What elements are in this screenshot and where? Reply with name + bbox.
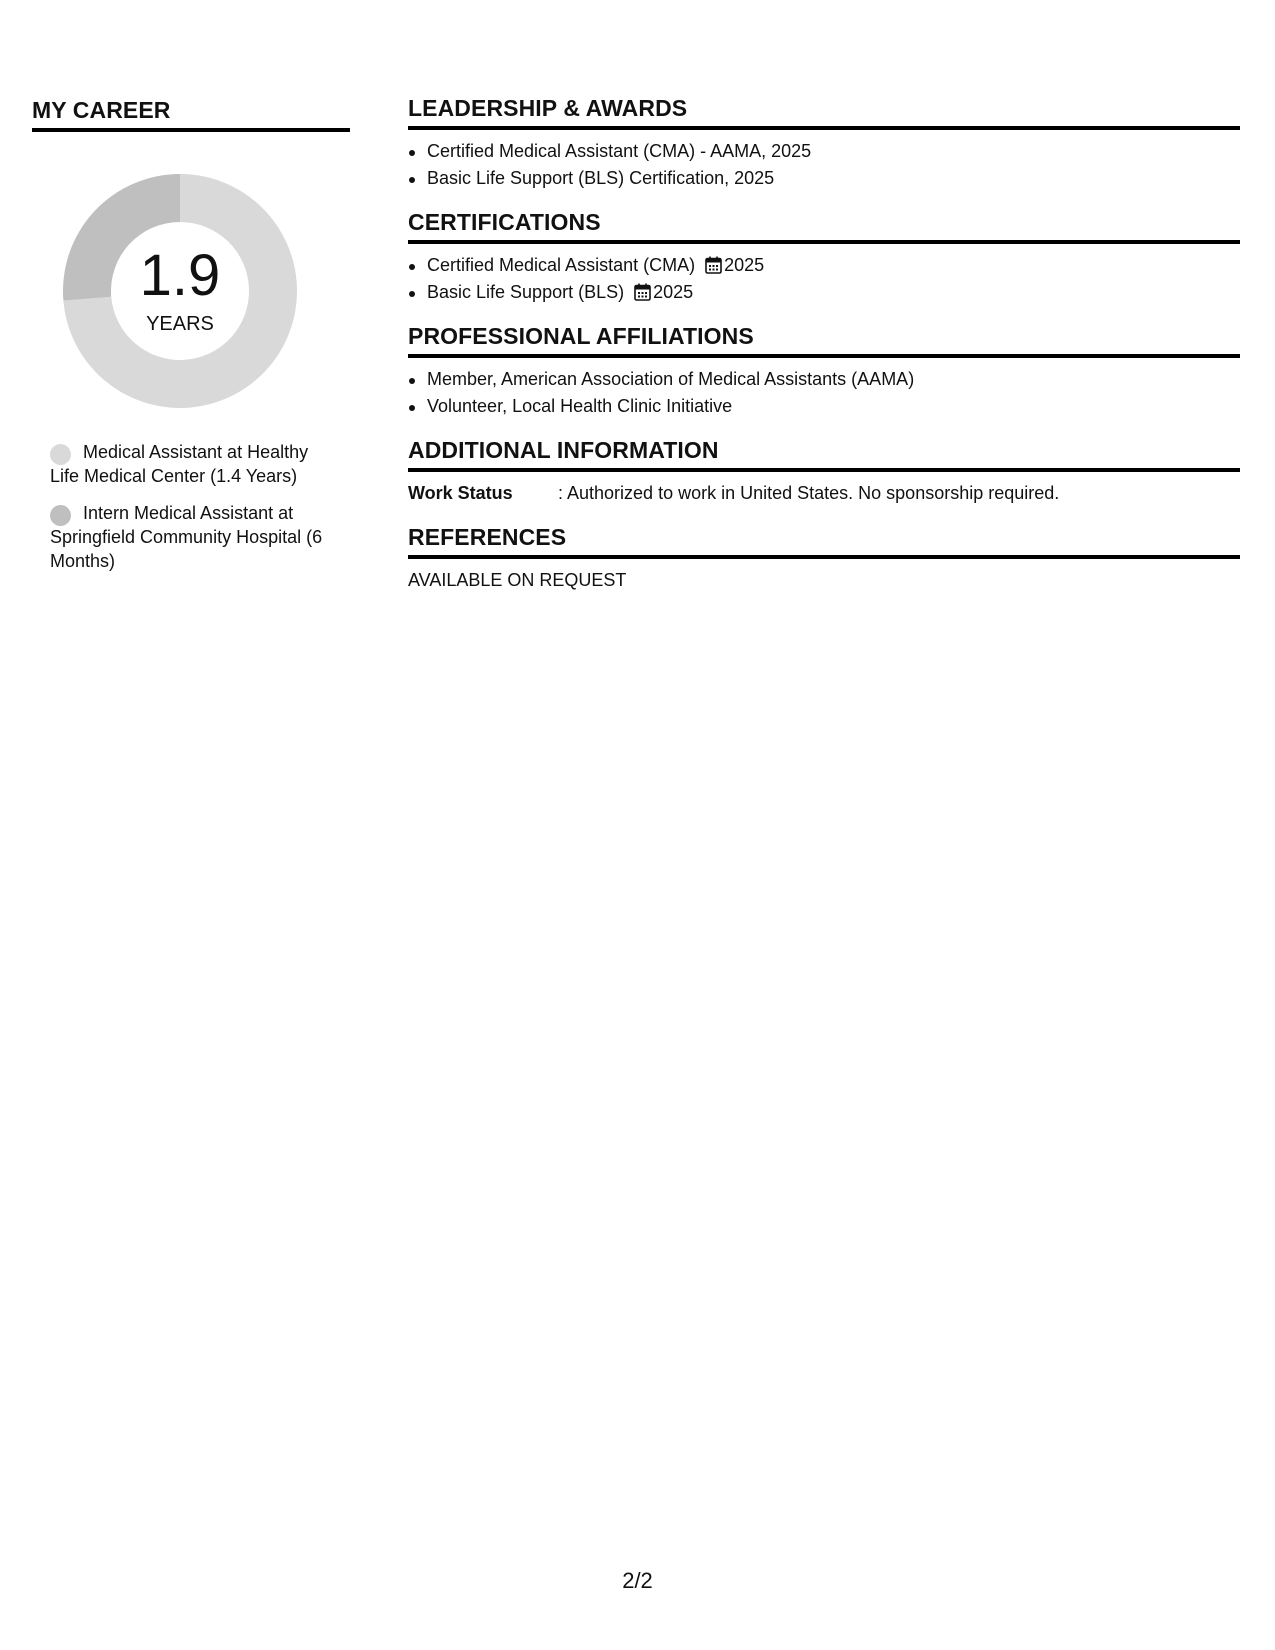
work-status-key: Work Status (408, 483, 513, 503)
total-years-unit: YEARS (146, 313, 214, 335)
legend-label: Intern Medical Assistant at Springfield Community Hospital (6 Months) (50, 503, 323, 571)
legend-swatch (50, 505, 71, 526)
legend-label: Medical Assistant at Healthy Life Medical Center (1.4 Years) (50, 442, 309, 486)
list-item: Volunteer, Local Health Clinic Initiative (408, 393, 1240, 420)
references-text: AVAILABLE ON REQUEST (408, 570, 627, 590)
list-item (408, 252, 1240, 279)
career-heading: MY CAREER (32, 96, 350, 132)
details-column (408, 94, 1240, 610)
affiliations-list (408, 366, 1240, 420)
calendar-icon (705, 256, 722, 274)
career-donut-chart (55, 166, 305, 416)
list-item: Certified Medical Assistant (CMA) - AAMA, 2025 (408, 138, 1240, 165)
additional-info-heading: ADDITIONAL INFORMATION (408, 436, 1240, 472)
career-column (32, 96, 350, 586)
certification-name: Basic Life Support (BLS) (427, 282, 625, 302)
certification-name: Certified Medical Assistant (CMA) (427, 255, 696, 275)
legend-item (50, 501, 340, 573)
certifications-section (408, 208, 1240, 306)
references-heading: REFERENCES (408, 523, 1240, 559)
list-item: Basic Life Support (BLS) Certification, 2025 (408, 165, 1240, 192)
legend-swatch (50, 444, 71, 465)
certifications-heading: CERTIFICATIONS (408, 208, 1240, 244)
calendar-icon (634, 283, 651, 301)
list-item (408, 279, 1240, 306)
leadership-section (408, 94, 1240, 192)
leadership-heading: LEADERSHIP & AWARDS (408, 94, 1240, 130)
certifications-list (408, 252, 1240, 306)
career-legend (50, 440, 340, 573)
legend-item (50, 440, 340, 488)
list-item: Member, American Association of Medical Assistants (AAMA) (408, 366, 1240, 393)
work-status-value: : Authorized to work in United States. No sponsorship required. (558, 483, 1060, 503)
work-status-row (408, 480, 1240, 507)
leadership-list (408, 138, 1240, 192)
affiliations-heading: PROFESSIONAL AFFILIATIONS (408, 322, 1240, 358)
page-number: 2/2 (622, 1568, 653, 1593)
certification-year: 2025 (724, 255, 765, 275)
certification-year: 2025 (653, 282, 694, 302)
total-years-value: 1.9 (139, 243, 221, 308)
references-section (408, 523, 1240, 594)
affiliations-section (408, 322, 1240, 420)
additional-info-section (408, 436, 1240, 507)
